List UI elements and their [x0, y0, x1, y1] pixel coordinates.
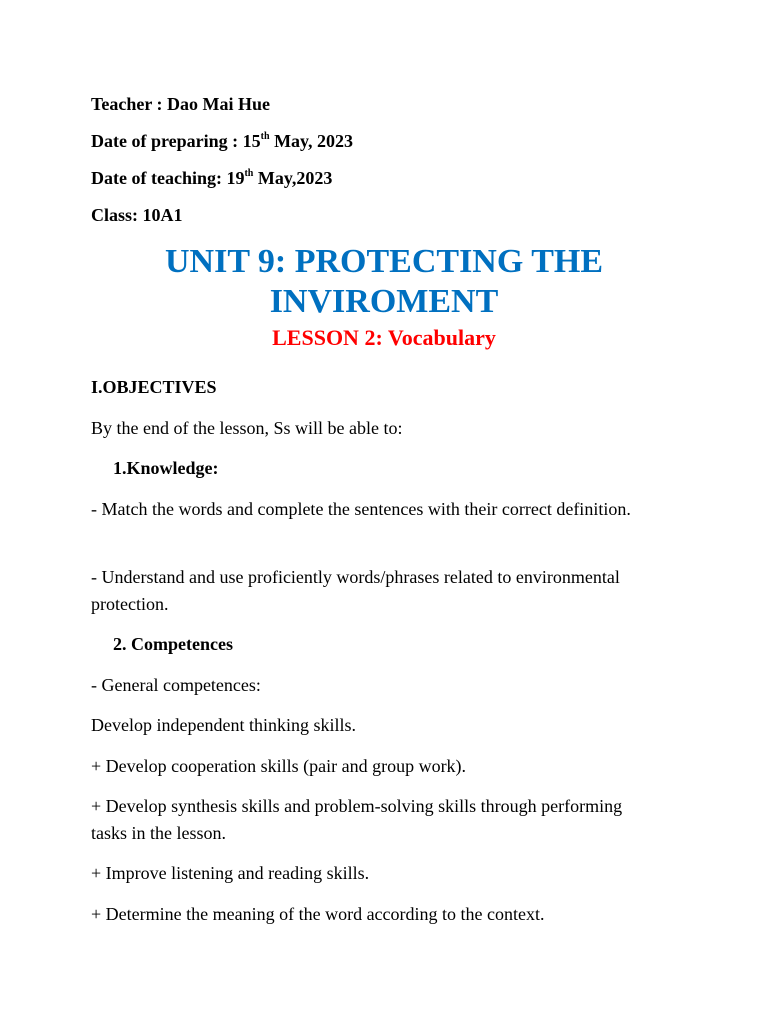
objectives-heading: I.OBJECTIVES [91, 377, 217, 397]
prep-date-suffix: th [260, 131, 270, 142]
competence-item-2: + Develop cooperation skills (pair and group work). [91, 756, 467, 776]
teacher-line [91, 91, 270, 118]
unit-title-line-1: UNIT 9: PROTECTING THE [165, 243, 603, 280]
teach-date-suffix: th [244, 168, 254, 179]
competence-item-4: + Improve listening and reading skills. [91, 863, 370, 883]
prep-date-label: Date of preparing : 15 [91, 131, 261, 151]
lesson-title: LESSON 2: Vocabulary [272, 325, 496, 350]
prep-date-rest: May, 2023 [269, 131, 354, 151]
prep-date-line [91, 128, 353, 155]
teacher-text: Teacher : Dao Mai Hue [91, 94, 270, 114]
knowledge-item-1: - Match the words and complete the sentences with their correct definition. [91, 499, 631, 519]
class-text: Class: 10A1 [91, 205, 183, 225]
teach-date-rest: May,2023 [253, 168, 333, 188]
competence-item-3: + Develop synthesis skills and problem-solving skills through performing tasks in the lesson. [91, 796, 623, 843]
teach-date-label: Date of teaching: 19 [91, 168, 245, 188]
knowledge-heading: 1.Knowledge: [113, 458, 219, 478]
knowledge-item-2: - Understand and use proficiently words/phrases related to environmental protection. [91, 567, 620, 614]
general-competences-label: - General competences: [91, 675, 261, 695]
intro-text: By the end of the lesson, Ss will be able to: [91, 418, 403, 438]
teach-date-line [91, 165, 332, 192]
class-line [91, 202, 183, 229]
competence-item-5: + Determine the meaning of the word according to the context. [91, 904, 545, 924]
unit-title-line-2: INVIROMENT [269, 283, 499, 320]
competence-item-1: Develop independent thinking skills. [91, 715, 356, 735]
competences-heading: 2. Competences [113, 634, 233, 654]
